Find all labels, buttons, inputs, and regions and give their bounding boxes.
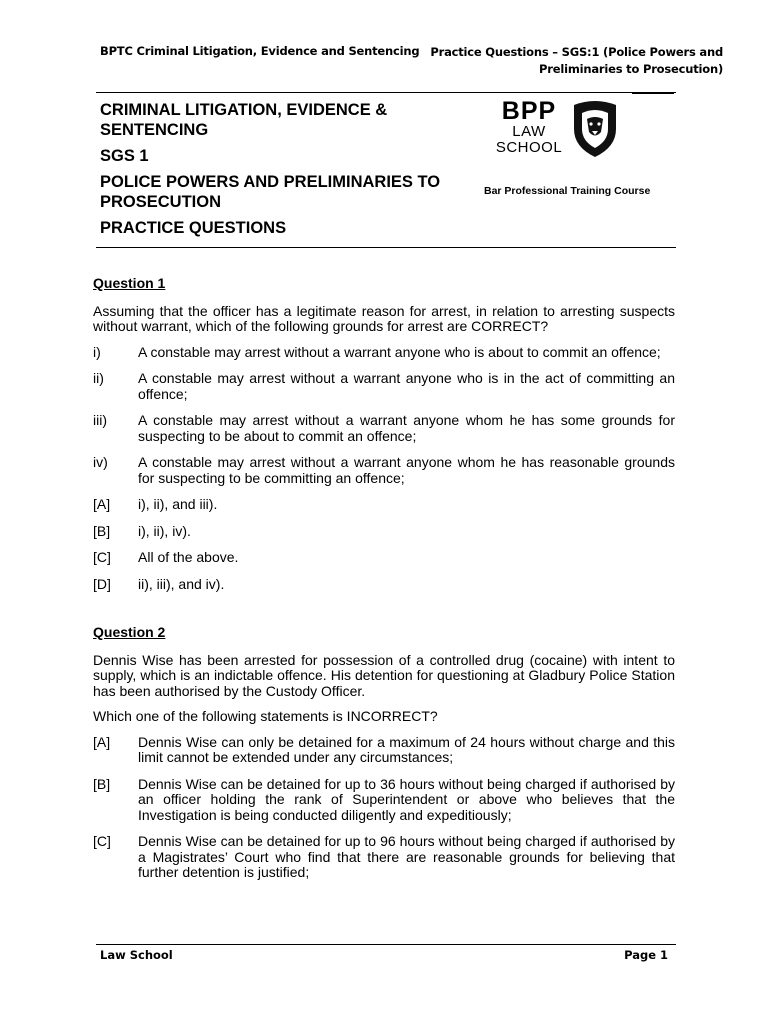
question-2-stem: Dennis Wise has been arrested for possession of a controlled drug (cocaine) with intent to supply, which is an indictable offence. His detention for questioning at Gladbury Police Station has been authorised by the Custody Officer. <box>93 651 675 699</box>
title-bottom-rule <box>96 247 676 248</box>
answer-option <box>93 524 675 540</box>
course-title: CRIMINAL LITIGATION, EVIDENCE & SENTENCING <box>100 101 388 139</box>
answer-option <box>93 550 675 566</box>
running-header-right <box>403 44 723 78</box>
answer-option <box>93 577 675 593</box>
statement-text: A constable may arrest without a warrant anyone who is in the act of committing an offence; <box>138 370 675 402</box>
option-text: i), ii), and iii). <box>138 496 218 512</box>
option-text: ii), iii), and iv). <box>138 575 225 592</box>
bpp-law-school-logo <box>494 97 626 161</box>
running-header-right-line2: Preliminaries to Prosecution) <box>539 62 723 76</box>
logo-line2: SCHOOL <box>495 139 563 156</box>
option-label: [C] <box>93 549 111 565</box>
statement-text: A constable may arrest without a warrant anyone whom he has some grounds for suspecting to be about to commit an offence; <box>138 412 675 444</box>
lion-shield-icon <box>570 99 620 159</box>
answer-option <box>93 497 675 513</box>
session-title: POLICE POWERS AND PRELIMINARIES TO PROSECUTION <box>100 173 441 211</box>
option-label: [C] <box>93 833 111 849</box>
statement-label: iii) <box>93 412 107 428</box>
answer-option <box>93 777 675 824</box>
option-label: [A] <box>93 733 111 750</box>
option-label: [B] <box>93 522 111 539</box>
running-header-right-line1: Practice Questions – SGS:1 (Police Powers and <box>430 45 723 59</box>
question-2-heading: Question 2 <box>93 624 166 640</box>
list-item <box>93 455 675 486</box>
option-text: i), ii), iv). <box>138 522 191 539</box>
option-text: All of the above. <box>138 549 239 565</box>
running-header-left: BPTC Criminal Litigation, Evidence and Sentencing <box>100 44 420 58</box>
option-text: Dennis Wise can only be detained for a maximum of 24 hours without charge and this limit cannot be extended under any circumstances; <box>138 733 675 765</box>
question-1-heading: Question 1 <box>93 275 166 291</box>
option-label: [D] <box>93 575 111 592</box>
option-text: Dennis Wise can be detained for up to 36 hours without being charged if authorised by an officer holding the rank of Superintendent or above who believes that the Investigation is being conducted diligently and expeditiously; <box>138 775 675 823</box>
option-label: [B] <box>93 775 111 792</box>
list-item <box>93 413 675 444</box>
course-label: Bar Professional Training Course <box>484 185 651 197</box>
document-type: PRACTICE QUESTIONS <box>100 219 287 237</box>
logo-brand: BPP <box>501 97 557 125</box>
statement-text: A constable may arrest without a warrant anyone who is about to commit an offence; <box>138 343 661 360</box>
list-item <box>93 345 675 361</box>
statement-label: iv) <box>93 454 108 470</box>
statement-label: ii) <box>93 370 104 386</box>
answer-option <box>93 735 675 766</box>
footer-left: Law School <box>100 948 173 962</box>
title-top-rule <box>96 92 676 93</box>
option-label: [A] <box>93 496 111 512</box>
section-spacer <box>93 603 675 625</box>
questions-body <box>93 276 675 892</box>
question-1-stem: Assuming that the officer has a legitimate reason for arrest, in relation to arresting suspects without warrant, which of the following grounds for arrest are CORRECT? <box>93 302 675 334</box>
option-text: Dennis Wise can be detained for up to 96 hours without being charged if authorised by a Magistrates’ Court who find that there are reasonable grounds for believing that further detention is justified; <box>138 833 675 880</box>
statement-text: A constable may arrest without a warrant anyone whom he has reasonable grounds for suspecting to be committing an offence; <box>138 454 675 486</box>
page-number: Page 1 <box>624 948 668 962</box>
list-item <box>93 371 675 402</box>
logo-line1: LAW <box>512 123 546 140</box>
footer-rule <box>96 944 676 945</box>
session-number: SGS 1 <box>100 147 149 165</box>
answer-option <box>93 834 675 881</box>
title-top-rule-accent <box>632 92 674 94</box>
statement-label: i) <box>93 343 101 360</box>
question-2-prompt: Which one of the following statements is INCORRECT? <box>93 708 438 724</box>
title-block <box>100 100 460 238</box>
